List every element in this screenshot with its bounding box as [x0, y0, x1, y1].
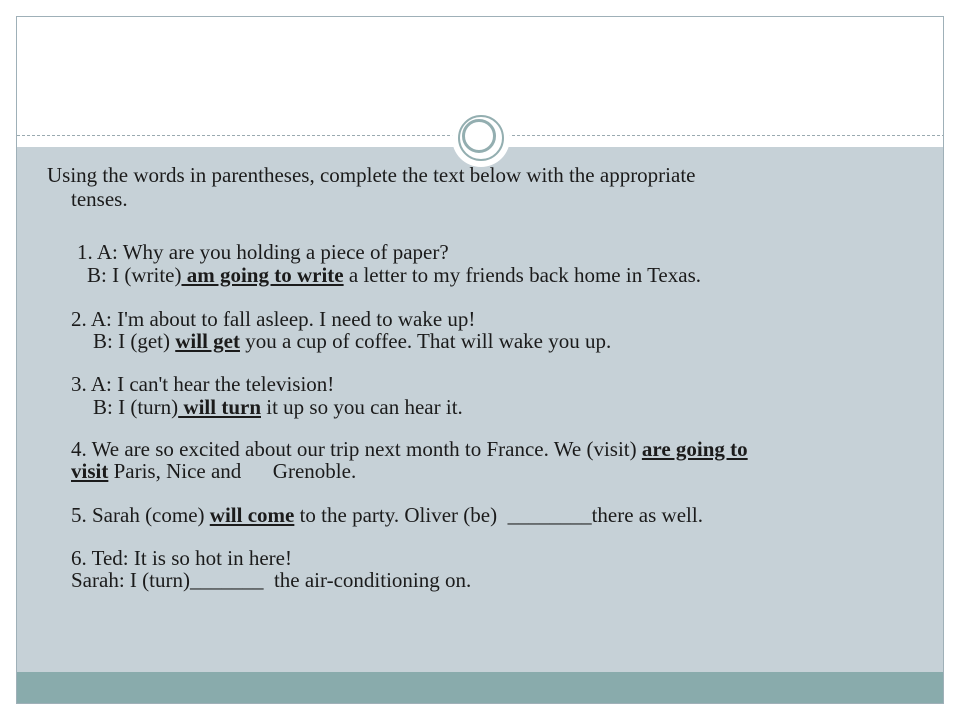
item-4-prompt: 4. We are so excited about our trip next month to France. We (visit) [71, 437, 642, 461]
item-4-line-2 [71, 460, 356, 483]
item-3-rest: it up so you can hear it. [261, 395, 463, 419]
item-3-line-1 [71, 373, 334, 396]
item-1-answer: am going to write [181, 263, 344, 287]
item-2-answer: will get [175, 329, 240, 353]
circle-ornament-icon [452, 109, 510, 167]
item-2-line-2 [93, 330, 611, 353]
footer-bar [17, 672, 944, 704]
item-1-rest: a letter to my friends back home in Texas. [343, 263, 701, 287]
item-2-rest: you a cup of coffee. That will wake you up. [239, 329, 612, 353]
item-1-line-1 [77, 241, 449, 264]
item-1-line-2 [87, 264, 701, 287]
item-3-prompt: B: I (turn) [93, 395, 179, 419]
instructions-line-2: tenses. [71, 187, 128, 211]
item-3-line-2 [93, 396, 463, 419]
instructions-line-1: Using the words in parentheses, complete the text below with the appropriate [47, 163, 696, 187]
item-1-prompt: B: I (write) [87, 263, 182, 287]
item-3-answer: will turn [178, 395, 261, 419]
slide [16, 16, 944, 704]
item-4-rest: Paris, Nice and Grenoble. [108, 459, 357, 483]
item-4-answer-part-1: are going to [641, 437, 748, 461]
item-6-line-2 [71, 569, 471, 592]
item-1-question: 1. A: Why are you holding a piece of paper? [77, 240, 449, 264]
item-2-line-1 [71, 308, 475, 331]
item-3-question: 3. A: I can't hear the television! [71, 372, 335, 396]
item-5-line-1 [71, 504, 703, 527]
item-5-answer: will come [209, 503, 295, 527]
item-6-prompt: Sarah: I (turn)_______ the air-conditioning on. [71, 568, 472, 592]
item-5-prompt: 5. Sarah (come) [71, 503, 210, 527]
item-6-question: 6. Ted: It is so hot in here! [71, 546, 292, 570]
instructions [47, 163, 897, 211]
item-5-rest: to the party. Oliver (be) ________there as well. [294, 503, 703, 527]
item-6-line-1 [71, 547, 292, 570]
item-2-prompt: B: I (get) [93, 329, 176, 353]
item-4-answer-part-2: visit [71, 459, 109, 483]
item-2-question: 2. A: I'm about to fall asleep. I need to wake up! [71, 307, 476, 331]
item-4-line-1 [71, 438, 748, 461]
